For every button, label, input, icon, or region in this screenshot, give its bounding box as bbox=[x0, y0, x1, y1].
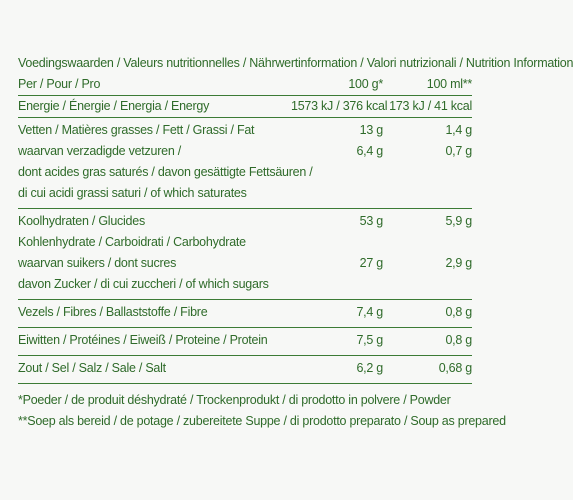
saturates-label-cont: di cui acidi grassi saturi / of which saturates bbox=[18, 186, 247, 200]
carb-per-100ml: 5,9 g bbox=[445, 214, 472, 228]
saturates-per-100g: 6,4 g bbox=[356, 144, 383, 158]
fibre-row bbox=[18, 300, 472, 327]
fat-label: Vetten / Matières grasses / Fett / Grassi / Fat bbox=[18, 123, 255, 137]
header-row bbox=[18, 74, 472, 95]
saturates-label-cont: dont acides gras saturés / davon gesättigte Fettsäuren / bbox=[18, 165, 313, 179]
salt-label: Zout / Sel / Salz / Sale / Salt bbox=[18, 361, 166, 375]
carb-label: Koolhydraten / Glucides bbox=[18, 214, 145, 228]
saturates-label: waarvan verzadigde vetzuren / bbox=[18, 144, 181, 158]
protein-per-100ml: 0,8 g bbox=[445, 333, 472, 347]
per-label: Per / Pour / Pro bbox=[18, 77, 101, 91]
sugars-per-100g: 27 g bbox=[359, 256, 383, 270]
saturates-per-100ml: 0,7 g bbox=[445, 144, 472, 158]
fibre-per-100ml: 0,8 g bbox=[445, 305, 472, 319]
protein-per-100g: 7,5 g bbox=[356, 333, 383, 347]
salt-per-100ml: 0,68 g bbox=[438, 361, 472, 375]
carb-per-100g: 53 g bbox=[359, 214, 383, 228]
energy-per-100ml: 173 kJ / 41 kcal bbox=[389, 99, 472, 113]
nutrition-table bbox=[18, 52, 573, 432]
sugars-label-cont: davon Zucker / di cui zuccheri / of which sugars bbox=[18, 277, 269, 291]
protein-row bbox=[18, 328, 472, 355]
fibre-per-100g: 7,4 g bbox=[356, 305, 383, 319]
carb-row bbox=[18, 211, 472, 232]
fat-row bbox=[18, 120, 472, 141]
protein-label: Eiwitten / Protéines / Eiweiß / Proteine / Protein bbox=[18, 333, 268, 347]
fat-per-100ml: 1,4 g bbox=[445, 123, 472, 137]
footnote-prepared: **Soep als bereid / de potage / zubereitete Suppe / di prodotto preparato / Soup as prepared bbox=[18, 414, 506, 428]
table-title: Voedingswaarden / Valeurs nutritionnelles / Nährwertinformation / Valori nutrizionali / Nutrition Information bbox=[18, 56, 573, 70]
fibre-label: Vezels / Fibres / Ballaststoffe / Fibre bbox=[18, 305, 208, 319]
footnotes bbox=[18, 390, 506, 432]
sugars-label: waarvan suikers / dont sucres bbox=[18, 256, 177, 270]
fat-per-100g: 13 g bbox=[359, 123, 383, 137]
energy-row bbox=[18, 96, 472, 117]
carb-section bbox=[18, 209, 472, 299]
sugars-row bbox=[18, 253, 472, 274]
col-100ml-header: 100 ml** bbox=[426, 77, 472, 91]
salt-per-100g: 6,2 g bbox=[356, 361, 383, 375]
saturates-row bbox=[18, 141, 472, 162]
footnote-powder: *Poeder / de produit déshydraté / Trockenprodukt / di prodotto in polvere / Powder bbox=[18, 393, 451, 407]
sugars-per-100ml: 2,9 g bbox=[445, 256, 472, 270]
divider bbox=[18, 383, 472, 384]
carb-label-cont: Kohlenhydrate / Carboidrati / Carbohydrate bbox=[18, 235, 246, 249]
energy-per-100g: 1573 kJ / 376 kcal bbox=[291, 99, 388, 113]
energy-label: Energie / Énergie / Energia / Energy bbox=[18, 99, 210, 113]
col-100g-header: 100 g* bbox=[348, 77, 383, 91]
salt-row bbox=[18, 356, 472, 383]
fat-section bbox=[18, 118, 472, 208]
